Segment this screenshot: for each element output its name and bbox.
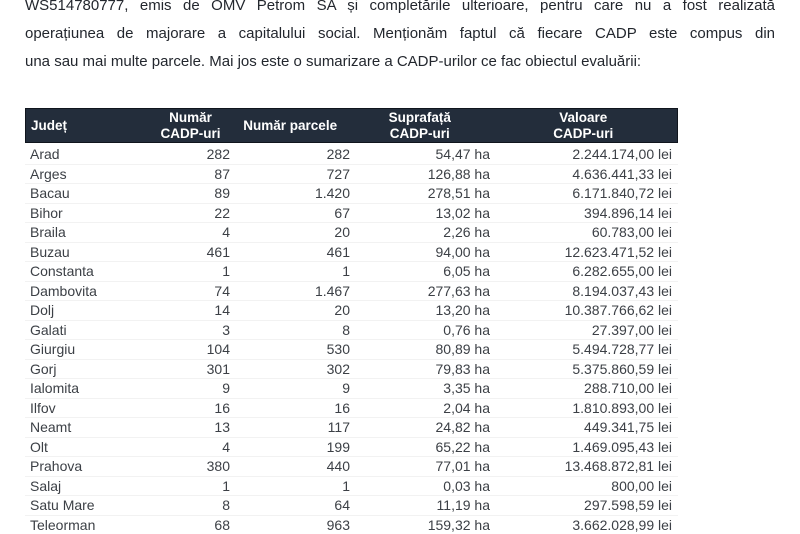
cell-judet: Braila bbox=[30, 224, 66, 241]
cell-judet: Ialomita bbox=[30, 380, 80, 397]
table-row bbox=[25, 165, 678, 185]
column-header-suprafata-cadp-uri bbox=[350, 109, 490, 142]
cell-judet: Neamt bbox=[30, 419, 72, 436]
table-row bbox=[25, 262, 678, 282]
cell-numar-parcele: 963 bbox=[326, 516, 350, 533]
cell-numar-parcele: 8 bbox=[342, 321, 350, 338]
cell-numar-parcele: 302 bbox=[326, 360, 350, 377]
cell-suprafata-cadp-uri: 13,02 ha bbox=[435, 204, 490, 221]
cell-numar-cadp-uri: 89 bbox=[214, 185, 230, 202]
column-header-line: CADP-uri bbox=[160, 125, 221, 141]
cell-valoare-cadp-uri: 8.194.037,43 lei bbox=[572, 282, 672, 299]
column-header-line: CADP-uri bbox=[553, 125, 614, 141]
cell-suprafata-cadp-uri: 126,88 ha bbox=[427, 165, 490, 182]
table-row bbox=[25, 496, 678, 516]
cell-suprafata-cadp-uri: 80,89 ha bbox=[435, 341, 490, 358]
cell-judet: Teleorman bbox=[30, 516, 96, 533]
table-row bbox=[25, 223, 678, 243]
cell-numar-parcele: 20 bbox=[334, 224, 350, 241]
cell-judet: Bacau bbox=[30, 185, 70, 202]
table-row bbox=[25, 145, 678, 165]
column-header-line: Județ bbox=[31, 117, 68, 133]
cell-suprafata-cadp-uri: 277,63 ha bbox=[427, 282, 490, 299]
cell-judet: Ilfov bbox=[30, 399, 56, 416]
cell-valoare-cadp-uri: 12.623.471,52 lei bbox=[564, 243, 672, 260]
cell-numar-cadp-uri: 8 bbox=[222, 497, 230, 514]
cell-suprafata-cadp-uri: 24,82 ha bbox=[435, 419, 490, 436]
cell-valoare-cadp-uri: 1.810.893,00 lei bbox=[572, 399, 672, 416]
cell-numar-cadp-uri: 87 bbox=[214, 165, 230, 182]
cell-suprafata-cadp-uri: 94,00 ha bbox=[435, 243, 490, 260]
cell-numar-cadp-uri: 301 bbox=[206, 360, 230, 377]
table-row bbox=[25, 516, 678, 534]
cell-judet: Constanta bbox=[30, 263, 94, 280]
table-row bbox=[25, 477, 678, 497]
column-header-line: Număr parcele bbox=[243, 117, 338, 133]
cell-numar-cadp-uri: 68 bbox=[214, 516, 230, 533]
column-header-numar-cadp-uri bbox=[151, 109, 231, 142]
cell-numar-parcele: 727 bbox=[326, 165, 350, 182]
cell-numar-parcele: 16 bbox=[334, 399, 350, 416]
cell-numar-cadp-uri: 282 bbox=[206, 146, 230, 163]
cell-judet: Galati bbox=[30, 321, 67, 338]
cell-judet: Olt bbox=[30, 438, 48, 455]
cell-numar-cadp-uri: 1 bbox=[222, 477, 230, 494]
table-row bbox=[25, 243, 678, 263]
cell-suprafata-cadp-uri: 0,76 ha bbox=[443, 321, 490, 338]
cell-valoare-cadp-uri: 6.171.840,72 lei bbox=[572, 185, 672, 202]
cell-valoare-cadp-uri: 297.598,59 lei bbox=[584, 497, 672, 514]
cell-valoare-cadp-uri: 5.494.728,77 lei bbox=[572, 341, 672, 358]
cell-valoare-cadp-uri: 10.387.766,62 lei bbox=[564, 302, 672, 319]
cell-valoare-cadp-uri: 6.282.655,00 lei bbox=[572, 263, 672, 280]
cell-numar-cadp-uri: 4 bbox=[222, 438, 230, 455]
cell-suprafata-cadp-uri: 13,20 ha bbox=[435, 302, 490, 319]
table-row bbox=[25, 438, 678, 458]
cell-valoare-cadp-uri: 3.662.028,99 lei bbox=[572, 516, 672, 533]
cell-numar-cadp-uri: 380 bbox=[206, 458, 230, 475]
cell-numar-parcele: 199 bbox=[326, 438, 350, 455]
cell-suprafata-cadp-uri: 79,83 ha bbox=[435, 360, 490, 377]
table-row bbox=[25, 301, 678, 321]
cell-suprafata-cadp-uri: 2,26 ha bbox=[443, 224, 490, 241]
cell-numar-parcele: 20 bbox=[334, 302, 350, 319]
cell-numar-parcele: 1.420 bbox=[314, 185, 350, 202]
intro-paragraph bbox=[25, 0, 775, 76]
cell-numar-parcele: 9 bbox=[342, 380, 350, 397]
cell-judet: Salaj bbox=[30, 477, 62, 494]
cell-numar-parcele: 530 bbox=[326, 341, 350, 358]
column-header-numar-parcele bbox=[230, 109, 350, 142]
cell-numar-parcele: 64 bbox=[334, 497, 350, 514]
cell-judet: Arad bbox=[30, 146, 60, 163]
column-header-judet bbox=[26, 109, 151, 142]
cell-judet: Bihor bbox=[30, 204, 63, 221]
cell-numar-parcele: 1 bbox=[342, 477, 350, 494]
table-row bbox=[25, 184, 678, 204]
table-row bbox=[25, 399, 678, 419]
cell-suprafata-cadp-uri: 11,19 ha bbox=[436, 497, 490, 514]
cell-numar-parcele: 117 bbox=[327, 419, 350, 436]
cell-valoare-cadp-uri: 288.710,00 lei bbox=[584, 380, 672, 397]
cell-judet: Giurgiu bbox=[30, 341, 76, 358]
table-header-row bbox=[25, 108, 678, 143]
table-row bbox=[25, 418, 678, 438]
cell-valoare-cadp-uri: 800,00 lei bbox=[611, 477, 672, 494]
cell-numar-cadp-uri: 104 bbox=[206, 341, 230, 358]
cell-numar-cadp-uri: 3 bbox=[222, 321, 230, 338]
cell-valoare-cadp-uri: 1.469.095,43 lei bbox=[572, 438, 672, 455]
column-header-line: CADP-uri bbox=[389, 125, 450, 141]
cell-numar-parcele: 282 bbox=[326, 146, 350, 163]
cell-numar-parcele: 67 bbox=[334, 204, 350, 221]
cell-valoare-cadp-uri: 60.783,00 lei bbox=[591, 224, 672, 241]
paragraph-line: una sau mai multe parcele. Mai jos este o sumarizare a CADP-urilor ce fac obiectul evaluării: bbox=[25, 53, 642, 70]
cell-suprafata-cadp-uri: 0,03 ha bbox=[443, 477, 490, 494]
cell-numar-parcele: 1 bbox=[342, 263, 350, 280]
table-row bbox=[25, 379, 678, 399]
cell-judet: Satu Mare bbox=[30, 497, 95, 514]
table-body bbox=[25, 145, 678, 534]
cell-valoare-cadp-uri: 2.244.174,00 lei bbox=[572, 146, 672, 163]
cell-numar-cadp-uri: 9 bbox=[222, 380, 230, 397]
cadp-summary-table bbox=[25, 108, 678, 534]
cell-suprafata-cadp-uri: 6,05 ha bbox=[443, 263, 490, 280]
cell-valoare-cadp-uri: 4.636.441,33 lei bbox=[572, 165, 672, 182]
cell-numar-cadp-uri: 13 bbox=[214, 419, 230, 436]
cell-judet: Dambovita bbox=[30, 282, 97, 299]
cell-suprafata-cadp-uri: 2,04 ha bbox=[443, 399, 490, 416]
cell-numar-cadp-uri: 22 bbox=[214, 204, 230, 221]
table-row bbox=[25, 340, 678, 360]
cell-suprafata-cadp-uri: 159,32 ha bbox=[427, 516, 490, 533]
column-header-line: Valoare bbox=[559, 109, 608, 125]
cell-numar-parcele: 1.467 bbox=[314, 282, 350, 299]
cell-numar-cadp-uri: 74 bbox=[214, 282, 230, 299]
cell-suprafata-cadp-uri: 278,51 ha bbox=[427, 185, 490, 202]
cell-suprafata-cadp-uri: 77,01 ha bbox=[435, 458, 490, 475]
cell-suprafata-cadp-uri: 54,47 ha bbox=[435, 146, 490, 163]
cell-suprafata-cadp-uri: 3,35 ha bbox=[443, 380, 490, 397]
cell-suprafata-cadp-uri: 65,22 ha bbox=[435, 438, 490, 455]
cell-numar-cadp-uri: 16 bbox=[214, 399, 230, 416]
column-header-line: Număr bbox=[169, 109, 212, 125]
table-row bbox=[25, 204, 678, 224]
cell-valoare-cadp-uri: 449.341,75 lei bbox=[584, 419, 672, 436]
cell-numar-parcele: 461 bbox=[326, 243, 350, 260]
cell-valoare-cadp-uri: 5.375.860,59 lei bbox=[572, 360, 672, 377]
cell-judet: Dolj bbox=[30, 302, 55, 319]
cell-valoare-cadp-uri: 394.896,14 lei bbox=[584, 204, 672, 221]
cell-judet: Prahova bbox=[30, 458, 83, 475]
cell-numar-cadp-uri: 14 bbox=[214, 302, 230, 319]
cell-numar-cadp-uri: 4 bbox=[222, 224, 230, 241]
column-header-valoare-cadp-uri bbox=[490, 109, 677, 142]
cell-valoare-cadp-uri: 27.397,00 lei bbox=[591, 321, 672, 338]
cell-judet: Buzau bbox=[30, 243, 70, 260]
table-row bbox=[25, 457, 678, 477]
paragraph-line: operațiunea de majorare a capitalului social. Menționăm faptul că fiecare CADP este compus din bbox=[25, 25, 775, 42]
cell-valoare-cadp-uri: 13.468.872,81 lei bbox=[564, 458, 672, 475]
cell-numar-cadp-uri: 1 bbox=[222, 263, 230, 280]
cell-numar-cadp-uri: 461 bbox=[206, 243, 230, 260]
cell-judet: Arges bbox=[30, 165, 67, 182]
table-row bbox=[25, 321, 678, 341]
table-row bbox=[25, 360, 678, 380]
cell-numar-parcele: 440 bbox=[326, 458, 350, 475]
paragraph-line: WS514780777, emis de OMV Petrom SA și completările ulterioare, pentru care nu a fost realizată bbox=[25, 0, 775, 14]
cell-judet: Gorj bbox=[30, 360, 57, 377]
table-row bbox=[25, 282, 678, 302]
column-header-line: Suprafață bbox=[388, 109, 451, 125]
